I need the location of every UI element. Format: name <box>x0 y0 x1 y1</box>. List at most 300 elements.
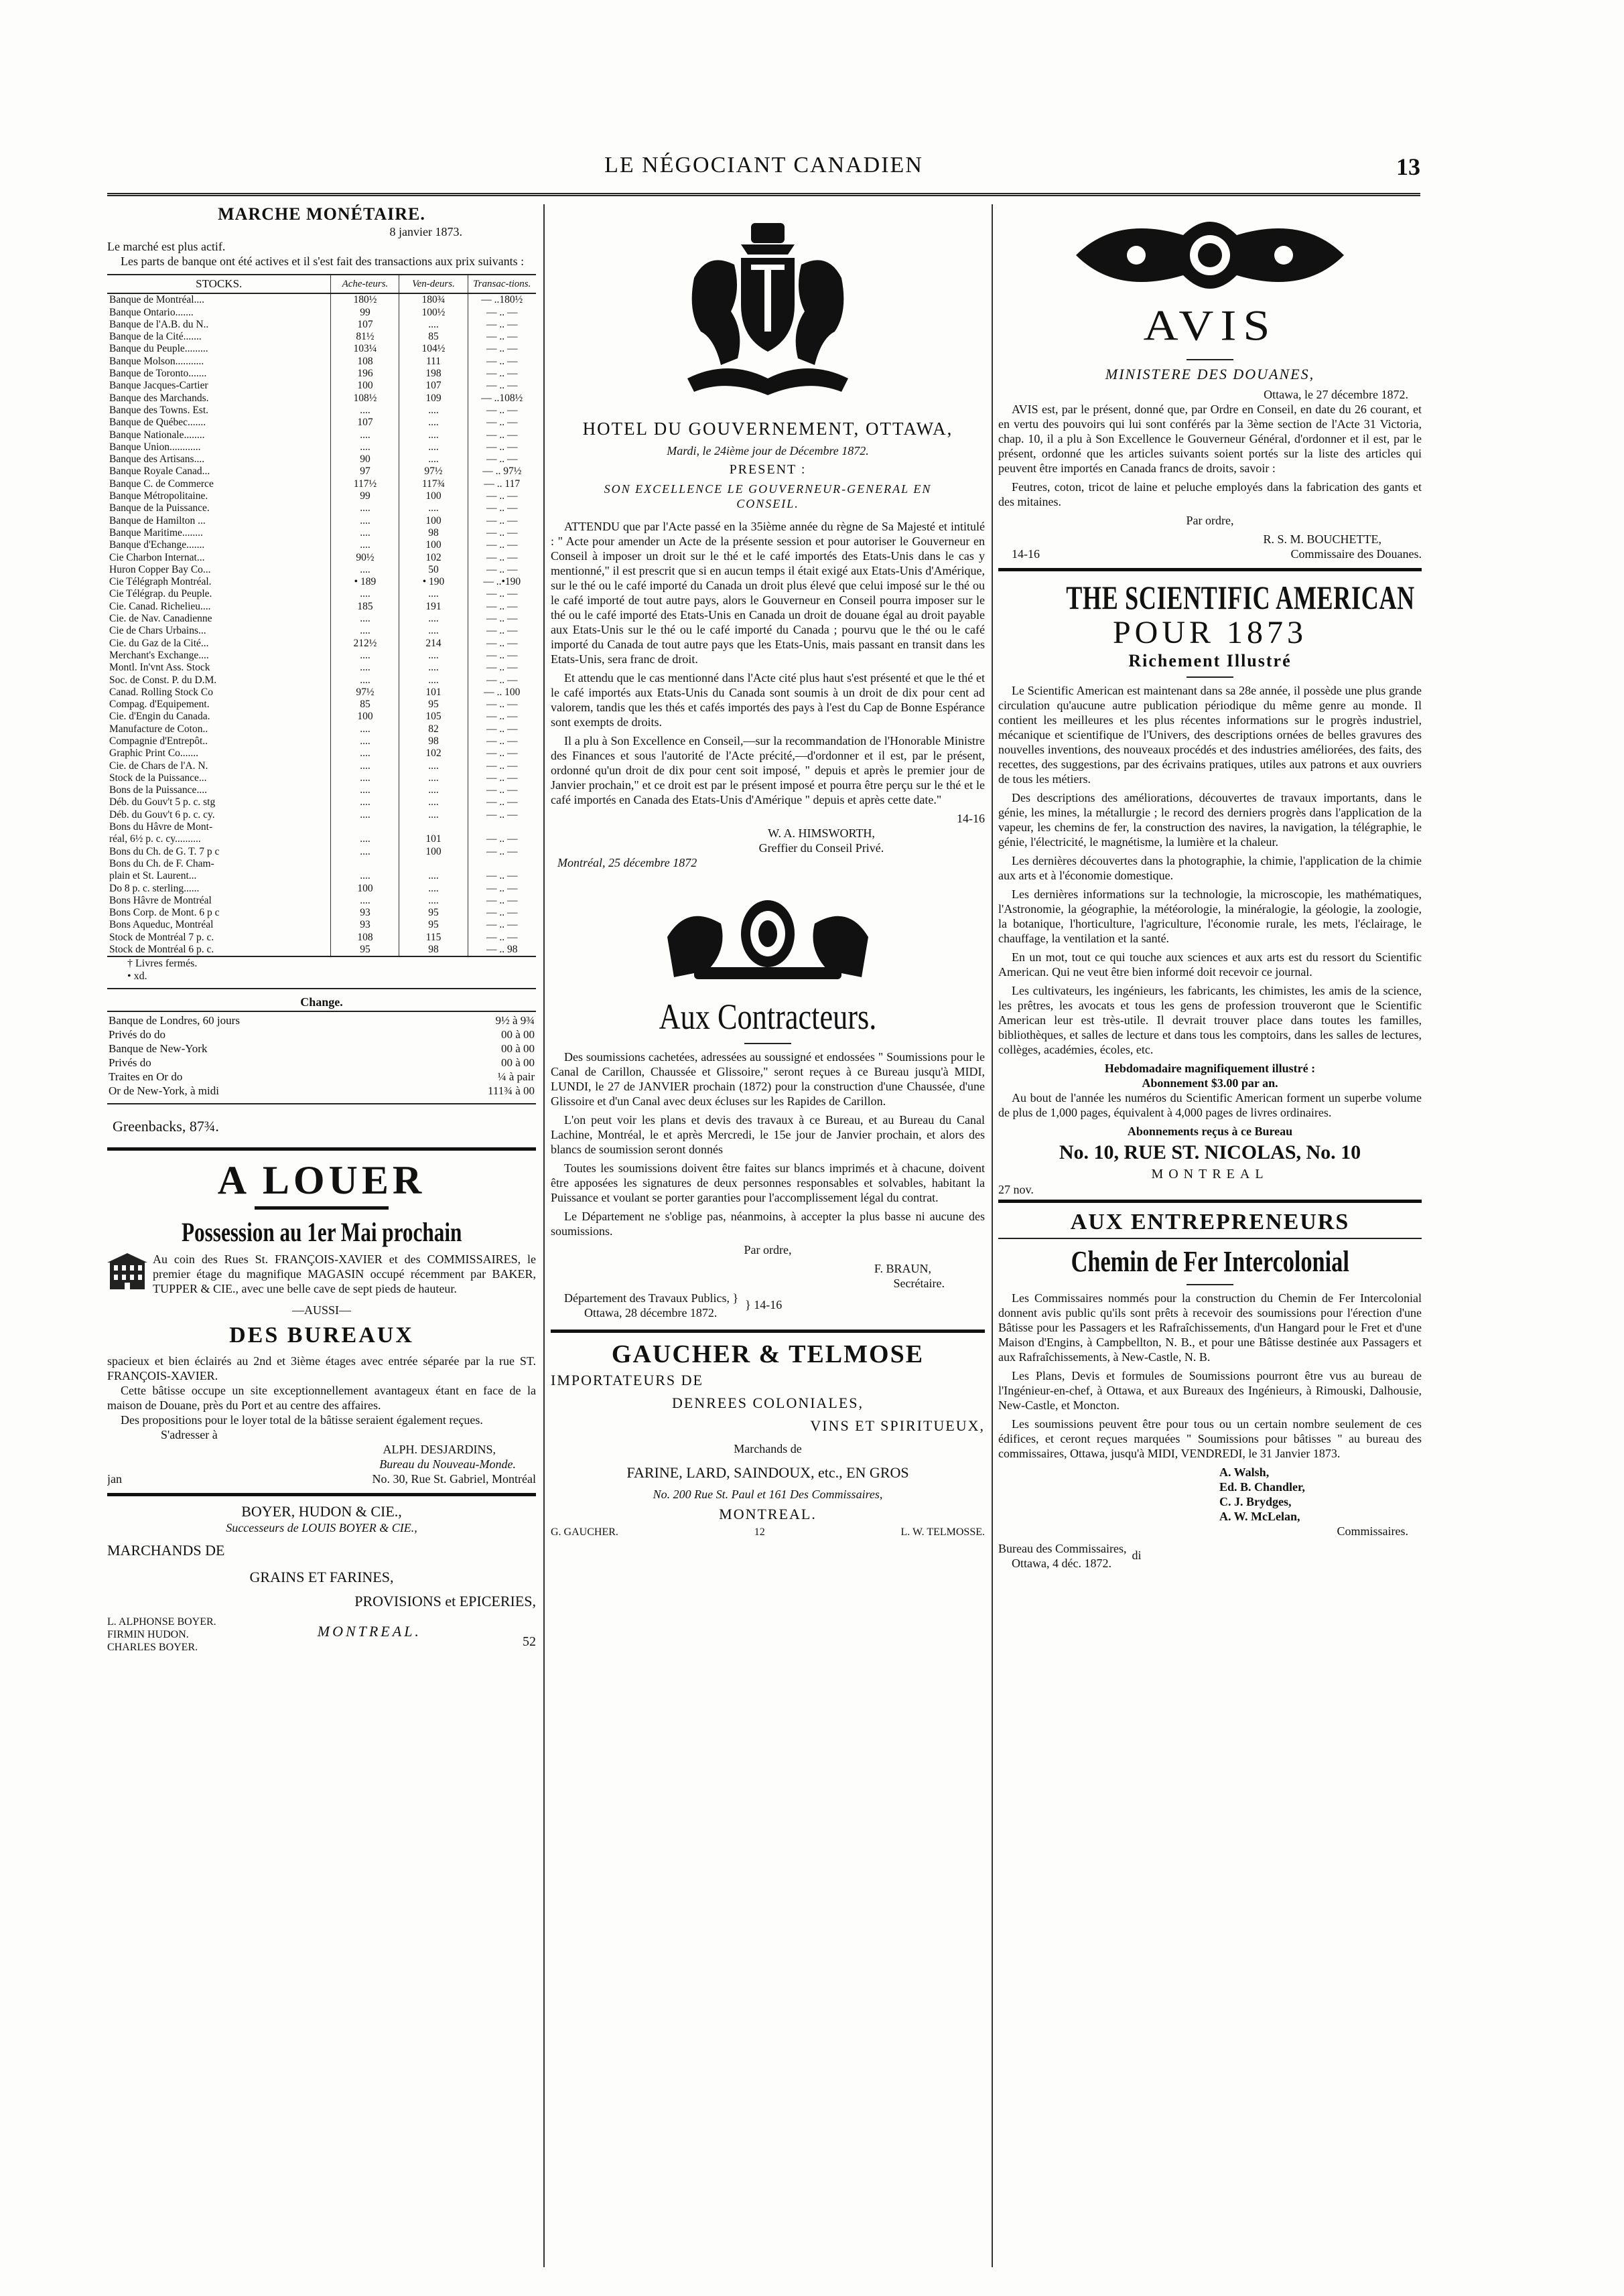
change-row <box>107 1056 536 1070</box>
entrepreneurs-footer <box>998 1541 1422 1571</box>
louer-bureaux: DES BUREAUX <box>229 1323 414 1348</box>
avis-ref: 14-16 <box>1012 547 1040 561</box>
stock-row <box>107 883 536 895</box>
stock-buyers: .... <box>331 747 399 760</box>
column-rule-1 <box>543 204 545 2267</box>
stock-row <box>107 441 536 453</box>
boyer-partner1: L. ALPHONSE BOYER. <box>107 1616 216 1628</box>
stock-name: Banque de Montréal.... <box>109 294 205 306</box>
stock-row <box>107 453 536 465</box>
stock-row <box>107 944 536 956</box>
hotel-p1: ATTENDU que par l'Acte passé en la 35ième année du règne de Sa Majesté et intitulé : " Acte pour amender un Acte de la présente session et pour autoriser le Gouverneur en Conseil à imposer un droit sur le thé et le café importés des Etats-Unis dans le cas y mentionné," il est prescrit que si en aucun temps il était exigé aux Etats-Unis d'Amérique, sur le thé ou le café importé du Canada un droit plus élevé que celui imposé sur le thé ou le café importé de tout autre pays, alors le Gouverneur en Conseil pourra imposer sur le thé ou le café importé des Etats-Unis en Canada un droit de douane égal au droit payable aux Etats-Unis sur le thé ou le café importé du Canada ; pourvu que le thé ou le café importé du Canada de tout autre pays que les Etats-Unis, mais passant en transit dans les Etats-Unis, sera franc de droit. <box>551 520 985 666</box>
stock-name: Banque Royale Canad... <box>109 465 210 478</box>
stock-trans: — .. — <box>468 846 536 858</box>
stock-row <box>107 919 536 931</box>
louer-addr: No. 30, Rue St. Gabriel, Montréal <box>372 1472 536 1486</box>
stock-row <box>107 846 536 858</box>
stock-row <box>107 588 536 600</box>
stock-trans: — .. — <box>468 405 536 417</box>
stock-trans: — .. 98 <box>468 944 536 956</box>
boyer-marchands: MARCHANDS DE <box>107 1542 225 1559</box>
stock-row <box>107 319 536 331</box>
gaucher-num: 12 <box>754 1526 765 1538</box>
stock-name: Banque Union............ <box>109 441 201 453</box>
stock-row <box>107 735 536 747</box>
stocks-header: STOCKS. <box>107 275 331 293</box>
change-row <box>107 1027 536 1042</box>
contracteurs-place: Ottawa, 28 décembre 1872. <box>584 1306 718 1319</box>
gaucher-l5: FARINE, LARD, SAINDOUX, etc., EN GROS <box>626 1464 909 1481</box>
hotel-sig1: W. A. HIMSWORTH, <box>768 827 875 840</box>
stock-buyers: .... <box>331 760 399 772</box>
stock-buyers: .... <box>331 588 399 600</box>
stock-trans: — .. — <box>468 895 536 907</box>
stock-row <box>107 809 536 821</box>
stock-buyers: 117½ <box>331 478 399 490</box>
stock-row <box>107 699 536 711</box>
stock-name: Banque Molson........... <box>109 355 204 367</box>
change-row <box>107 1042 536 1056</box>
stock-row <box>107 625 536 637</box>
boyer-grains: GRAINS ET FARINES, <box>249 1569 394 1586</box>
stock-sellers: 102 <box>399 747 468 760</box>
stock-name: Banque Jacques-Cartier <box>109 380 208 392</box>
stock-row <box>107 343 536 355</box>
stock-row <box>107 417 536 429</box>
stock-name: Merchant's Exchange.... <box>109 649 209 661</box>
stock-name: Stock de la Puissance... <box>109 772 207 784</box>
stock-trans: — .. — <box>468 784 536 796</box>
stock-trans: — .. — <box>468 564 536 576</box>
stock-name: Banque de Québec....... <box>109 417 206 429</box>
page-header <box>107 153 1420 180</box>
louer-aussi: —AUSSI— <box>291 1303 351 1317</box>
contracteurs-sec: Secrétaire. <box>893 1277 945 1290</box>
change-label: Banque de New-York <box>109 1042 208 1056</box>
sa-p7: Au bout de l'année les numéros du Scientific American forment un superbe volume de plus de 1,000 pages, équivalent à 4,000 pages de livres ordinaires. <box>998 1091 1422 1119</box>
stock-trans: — .. — <box>468 833 536 845</box>
stock-trans: — .. — <box>468 356 536 368</box>
stock-trans: — ..108½ <box>468 392 536 405</box>
stock-trans: — .. — <box>468 735 536 747</box>
gaucher-p1: G. GAUCHER. <box>551 1526 618 1538</box>
buyers-header: Ache-teurs. <box>331 275 399 293</box>
stock-sellers: • 190 <box>399 576 468 588</box>
stock-row <box>107 307 536 319</box>
entrepreneurs-p1: Les Commissaires nommés pour la construction du Chemin de Fer Intercolonial donnent avis public qu'ils sont prêts à recevoir des soumissions pour l'érection d'une Bâtisse pour les Passagers et les Rafraîchissements, d'un Hangard pour le Fret et d'une Maison d'Engins, à Campbellton, N. B., et pour une Bâtisse destinée aux Passagers et aux Rafraîchissements, à New-Castle, N. B. <box>998 1291 1422 1364</box>
avis-sig: R. S. M. BOUCHETTE, <box>1263 532 1381 546</box>
louer-title: A LOUER <box>217 1158 426 1203</box>
stock-trans: — .. — <box>468 380 536 392</box>
avis-footer <box>998 547 1422 561</box>
contracteurs-ref: } 14-16 <box>745 1298 783 1311</box>
entrepreneurs-name-2: Ed. B. Chandler, <box>1219 1480 1305 1494</box>
stock-buyers: 93 <box>331 907 399 919</box>
sa-title: THE SCIENTIFIC AMERICAN <box>1066 579 1415 616</box>
stock-buyers: .... <box>331 502 399 514</box>
change-row <box>107 1013 536 1027</box>
entrepreneurs-comm: Commissaires. <box>1337 1524 1408 1538</box>
change-label: Or de New-York, à midi <box>109 1084 219 1098</box>
stock-row <box>107 638 536 650</box>
stock-row <box>107 895 536 907</box>
stock-name: Canad. Rolling Stock Co <box>109 686 213 698</box>
stock-trans: — .. — <box>468 907 536 919</box>
stock-name: Bons du Hâvre de Mont- <box>109 821 213 833</box>
stock-sellers: .... <box>399 417 468 429</box>
stock-sellers: 191 <box>399 601 468 613</box>
stock-trans: — .. — <box>468 307 536 319</box>
stock-buyers: .... <box>331 833 399 845</box>
stock-name: Montl. In'vnt Ass. Stock <box>109 662 210 674</box>
louer-name: ALPH. DESJARDINS, <box>383 1443 496 1457</box>
stock-sellers: 95 <box>399 699 468 711</box>
hotel-place: Montréal, 25 décembre 1872 <box>557 856 697 869</box>
stock-buyers: 185 <box>331 601 399 613</box>
stock-sellers: 97½ <box>399 465 468 478</box>
stock-buyers: 103¼ <box>331 343 399 355</box>
stock-sellers: 85 <box>399 331 468 343</box>
royal-arms-icon <box>667 218 868 419</box>
stock-name: Banque des Artisans.... <box>109 453 205 465</box>
hotel-sig2: Greffier du Conseil Privé. <box>758 841 884 855</box>
stock-row <box>107 858 536 870</box>
stock-trans: — .. 97½ <box>468 465 536 478</box>
stock-name: Graphic Print Co....... <box>109 747 199 760</box>
stock-name: Banque de Toronto....... <box>109 368 207 380</box>
avis-title: AVIS <box>1143 301 1277 350</box>
stock-trans: — .. — <box>468 613 536 625</box>
stock-name: Soc. de Const. P. du D.M. <box>109 674 217 686</box>
stock-sellers: 102 <box>399 552 468 564</box>
stock-sellers <box>399 858 468 870</box>
stock-row <box>107 356 536 368</box>
marche-lead1: Le marché est plus actif. <box>107 240 226 253</box>
sa-recus: Abonnements reçus à ce Bureau <box>1127 1125 1293 1138</box>
avis-p1: AVIS est, par le présent, donné que, par Ordre en Conseil, en date du 26 courant, et en vertu des pouvoirs qui lui sont conférés par la 3ème section de l'Acte 31 Victoria, chap. 10, il a plu à Son Excellence le Gouverneur Général, d'ordonner et il est, par le présent, ordonné que les articles suivants soient portés sur la liste des articles qui peuvent être importés en Canada francs de droits, savoir : <box>998 403 1422 475</box>
hotel-ref: 14-16 <box>957 812 985 825</box>
stock-name: Banque de la Cité....... <box>109 331 202 343</box>
stock-name: Cie. de Chars de l'A. N. <box>109 760 208 772</box>
stock-sellers: 111 <box>399 356 468 368</box>
stock-sellers: 115 <box>399 932 468 944</box>
stock-name: Banque de la Puissance. <box>109 502 210 514</box>
stock-buyers: 99 <box>331 490 399 502</box>
stock-trans: — .. — <box>468 453 536 465</box>
stock-name: Banque Ontario....... <box>109 306 194 318</box>
stock-sellers: 95 <box>399 907 468 919</box>
change-rate: 111¾ à 00 <box>487 1084 535 1098</box>
louer-text4: Des propositions pour le loyer total de la bâtisse seraient également reçues. <box>121 1413 483 1427</box>
gaucher-p2: L. W. TELMOSSE. <box>900 1526 985 1538</box>
stock-trans: — .. — <box>468 625 536 637</box>
stock-sellers: .... <box>399 784 468 796</box>
entrepreneurs-bureau: Bureau des Commissaires, <box>998 1542 1127 1555</box>
sa-illustre: Richement Illustré <box>1128 651 1292 670</box>
stock-row <box>107 576 536 588</box>
stock-name: Cie. Canad. Richelieu.... <box>109 600 211 612</box>
stock-sellers: .... <box>399 662 468 674</box>
entrepreneurs-title: AUX ENTREPRENEURS <box>1070 1210 1350 1234</box>
stock-row <box>107 293 536 306</box>
change-rate: 00 à 00 <box>500 1056 535 1070</box>
sa-p5: En un mot, tout ce qui touche aux sciences et aux arts est du ressort du Scientific American. Qui ne veut être bien informé doit recevoir ce journal. <box>998 950 1422 979</box>
stock-trans: — .. — <box>468 662 536 674</box>
trans-header: Transac-tions. <box>468 275 536 293</box>
page-number: 13 <box>1396 153 1420 180</box>
contracteurs-title: Aux Contracteurs. <box>659 997 877 1037</box>
stock-row <box>107 711 536 723</box>
stock-trans: — .. — <box>468 809 536 821</box>
stock-buyers: 85 <box>331 699 399 711</box>
louer-subtitle: Possession au 1er Mai prochain <box>181 1217 462 1248</box>
stock-trans: — .. 100 <box>468 687 536 699</box>
louer-addr-line <box>107 1472 536 1486</box>
stock-buyers: .... <box>331 625 399 637</box>
stock-buyers: 93 <box>331 919 399 931</box>
stock-row <box>107 907 536 919</box>
stock-row <box>107 392 536 405</box>
entrepreneurs-subtitle: Chemin de Fer Intercolonial <box>1071 1245 1349 1278</box>
gaucher-partners <box>551 1526 985 1538</box>
stock-row <box>107 490 536 502</box>
boyer-partner2: FIRMIN HUDON. <box>107 1629 189 1641</box>
stock-sellers: 82 <box>399 723 468 735</box>
sa-hebdo: Hebdomadaire magnifiquement illustré : <box>1104 1062 1316 1075</box>
stock-row <box>107 674 536 687</box>
stock-row <box>107 650 536 662</box>
hotel-present: PRESENT : <box>729 462 807 477</box>
sa-p4: Les dernières informations sur la technologie, la microscopie, les mathématiques, l'Astronomie, la géographie, la météorologie, la minéralogie, la géologie, la zoologie, la botanique, l'horticulture, l'agriculture, l'économie rurale, les mets, l'éclairage, le chauffage, la ventilation et la santé. <box>998 887 1422 945</box>
stock-trans: — .. — <box>468 723 536 735</box>
stock-name: Cie Télégraph Montréal. <box>109 576 212 588</box>
stock-row <box>107 368 536 380</box>
stock-trans: — .. — <box>468 601 536 613</box>
page-title: LE NÉGOCIANT CANADIEN <box>604 153 923 177</box>
stock-row <box>107 539 536 551</box>
hotel-date: Mardi, le 24ième jour de Décembre 1872. <box>667 444 869 457</box>
avis-date: Ottawa, le 27 décembre 1872. <box>1264 388 1408 401</box>
louer-text3: Cette bâtisse occupe un site exceptionnellement avantageux étant en face de la maison de Douane, près du Port et au centre des affaires. <box>107 1384 536 1413</box>
stock-sellers: 100 <box>399 490 468 502</box>
stock-sellers: 214 <box>399 638 468 650</box>
stock-trans: — ..•190 <box>468 576 536 588</box>
stock-trans: — .. 117 <box>468 478 536 490</box>
column-rule-2 <box>992 204 993 2267</box>
stocks-body <box>107 293 536 956</box>
arms-icon <box>654 897 882 984</box>
stock-name: Banque Nationale........ <box>109 429 205 441</box>
ornament-icon <box>1063 215 1357 295</box>
stock-buyers: 97 <box>331 465 399 478</box>
sa-p2: Des descriptions des améliorations, découvertes de travaux importants, dans le génie, les mines, la métallurgie ; le record des derniers progrès dans l'application de la vapeur, les chemins de fer, la construction des navires, la navigation, la télégraphie, le génie, l'électricité, le magnétisme, la lumière et la chaleur. <box>998 791 1422 849</box>
boyer-succ: Successeurs de LOUIS BOYER & CIE., <box>226 1521 417 1535</box>
sellers-header: Ven-deurs. <box>399 275 468 293</box>
stock-buyers: .... <box>331 870 399 882</box>
boyer-num: 52 <box>523 1634 536 1650</box>
column-3 <box>998 204 1422 1571</box>
column-2 <box>551 204 985 1538</box>
avis-p2: Feutres, coton, tricot de laine et peluche employés dans la fabrication des gants et des mitaines. <box>998 480 1422 508</box>
gaucher-l4: Marchands de <box>734 1442 802 1455</box>
stock-buyers: 100 <box>331 380 399 392</box>
sa-p1: Le Scientific American est maintenant dans sa 28e année, il possède une plus grande circulation qu'aucune autre publication périodique du même genre au monde. Il contient les meilleures et les plus récentes informations sur le progrès industriel, mécanique et scientifique de l'Univers, des descriptions ornées de belles gravures des nouvelles inventions, des nouveaux procédés et des industries améliorées, des faits, des recettes, des suggestions, par des écrivains pratiques, utiles aux patrons et aux ouvriers de tous les métiers. <box>998 684 1422 786</box>
change-label: Privés do do <box>109 1028 165 1042</box>
stock-row <box>107 760 536 772</box>
stock-name: réal, 6½ p. c. cy.......... <box>109 833 201 845</box>
stock-buyers: .... <box>331 735 399 747</box>
stock-buyers: 100 <box>331 883 399 895</box>
stock-sellers: .... <box>399 883 468 895</box>
stock-row <box>107 601 536 613</box>
entrepreneurs-p3: Les soumissions peuvent être pour tous ou un certain nombre seulement de ces édifices, et ceront reçues marquées " Soumissions pour bâtisses " au bureau des commissaires, Ottawa, jusqu'à MIDI, VENDREDI, le 31 Janvier 1873. <box>998 1417 1422 1460</box>
stock-row <box>107 331 536 343</box>
stock-row <box>107 564 536 576</box>
stock-sellers: .... <box>399 625 468 637</box>
stock-name: Bons de la Puissance.... <box>109 784 207 796</box>
stock-name: plain et St. Laurent... <box>109 870 197 882</box>
stock-name: Banque du Peuple......... <box>109 343 208 355</box>
stock-trans: — .. — <box>468 760 536 772</box>
change-label: Banque de Londres, 60 jours <box>109 1014 240 1027</box>
stock-name: Banque des Marchands. <box>109 392 209 404</box>
stock-trans: — .. — <box>468 490 536 502</box>
stock-trans: — .. — <box>468 711 536 723</box>
boyer-prov: PROVISIONS et EPICERIES, <box>354 1593 536 1610</box>
stock-row <box>107 870 536 882</box>
stock-buyers: 100 <box>331 711 399 723</box>
change-row <box>107 1084 536 1098</box>
change-title: Change. <box>300 995 343 1009</box>
stock-sellers: .... <box>399 870 468 882</box>
stock-buyers: .... <box>331 723 399 735</box>
stock-buyers: .... <box>331 429 399 441</box>
stock-row <box>107 723 536 735</box>
sa-pour: POUR 1873 <box>1112 615 1308 650</box>
stock-buyers: 107 <box>331 319 399 331</box>
boyer-city: MONTREAL. <box>317 1623 421 1640</box>
stock-sellers: .... <box>399 809 468 821</box>
stock-row <box>107 833 536 845</box>
stock-sellers: .... <box>399 796 468 808</box>
stock-sellers: .... <box>399 441 468 453</box>
sa-p6: Les cultivateurs, les ingénieurs, les fabricants, les chimistes, les amis de la science, les prêtres, les avocats et tous les gens de profession trouveront que le Scientific American leur est très-utile. Il devrait trouver place dans toutes les familles, bibliothèques, et salles de lecture et dans tous les comptoirs, dans les salles de lectures, collèges, académies, écoles, etc. <box>998 984 1422 1056</box>
stock-trans: — .. — <box>468 331 536 343</box>
stock-buyers: .... <box>331 895 399 907</box>
stock-trans: — .. — <box>468 747 536 760</box>
stock-buyers: 81½ <box>331 331 399 343</box>
stock-buyers: .... <box>331 796 399 808</box>
change-label: Traites en Or do <box>109 1070 183 1084</box>
stock-trans: — .. — <box>468 772 536 784</box>
sa-date: 27 nov. <box>998 1183 1034 1196</box>
stock-sellers: .... <box>399 772 468 784</box>
stock-name: Banque Métropolitaine. <box>109 490 208 502</box>
stock-trans: — .. — <box>468 343 536 355</box>
louer-adresse: S'adresser à <box>161 1428 218 1442</box>
gaucher-l3: VINS ET SPIRITUEUX, <box>810 1417 985 1434</box>
sa-p3: Les dernières découvertes dans la photographie, la chimie, l'application de la chimie aux arts et à l'économie domestique. <box>998 854 1422 882</box>
stock-buyers: .... <box>331 613 399 625</box>
stock-trans: — ..180½ <box>468 293 536 306</box>
stock-name: Banque d'Echange....... <box>109 539 205 551</box>
contracteurs-ordre: Par ordre, <box>744 1243 792 1257</box>
stock-buyers: .... <box>331 846 399 858</box>
stock-name: Huron Copper Bay Co... <box>109 563 211 575</box>
stock-buyers: 108½ <box>331 392 399 405</box>
gaucher-l2: DENREES COLONIALES, <box>671 1394 864 1411</box>
stock-row <box>107 784 536 796</box>
stock-name: Banque de l'A.B. du N.. <box>109 318 209 330</box>
marche-title: MARCHE MONÉTAIRE. <box>218 204 425 224</box>
louer-text1-block <box>107 1252 536 1296</box>
stock-row <box>107 478 536 490</box>
stock-trans: — .. — <box>468 527 536 539</box>
gaucher-title: GAUCHER & TELMOSE <box>611 1340 925 1368</box>
stock-sellers: 95 <box>399 919 468 931</box>
stock-name: Cie. d'Engin du Canada. <box>109 711 210 723</box>
stock-name: Cie de Chars Urbains... <box>109 625 206 637</box>
sa-abonnement: Abonnement $3.00 par an. <box>1142 1076 1278 1090</box>
stock-name: Compagnie d'Entrepôt.. <box>109 735 208 747</box>
stock-row <box>107 552 536 564</box>
stock-buyers: .... <box>331 784 399 796</box>
stock-row <box>107 465 536 478</box>
stock-row <box>107 821 536 833</box>
stock-trans: — .. — <box>468 429 536 441</box>
stock-name: Cie. de Nav. Canadienne <box>109 613 212 625</box>
stock-buyers: .... <box>331 441 399 453</box>
stock-sellers: 101 <box>399 687 468 699</box>
stock-buyers <box>331 821 399 833</box>
entrepreneurs-place: Ottawa, 4 déc. 1872. <box>1012 1557 1111 1570</box>
contracteurs-footer <box>551 1291 985 1320</box>
stock-trans: — .. — <box>468 796 536 808</box>
stock-name: Cie Charbon Internat... <box>109 551 205 563</box>
stock-sellers: 98 <box>399 735 468 747</box>
entrepreneurs-name-1: A. Walsh, <box>1219 1465 1270 1479</box>
stock-sellers: 105 <box>399 711 468 723</box>
stock-trans: — .. — <box>468 552 536 564</box>
stock-buyers: .... <box>331 564 399 576</box>
stock-trans: — .. — <box>468 417 536 429</box>
stock-trans <box>468 858 536 870</box>
greenbacks: Greenbacks, 87¾. <box>113 1118 219 1135</box>
stock-sellers: .... <box>399 502 468 514</box>
stock-buyers: 99 <box>331 307 399 319</box>
hotel-excellence: SON EXCELLENCE LE GOUVERNEUR-GENERAL EN CONSEIL. <box>604 482 932 510</box>
change-rate: 9½ à 9¾ <box>495 1014 535 1027</box>
change-rate: 00 à 00 <box>500 1028 535 1042</box>
stock-sellers: .... <box>399 895 468 907</box>
stock-buyers: 90½ <box>331 552 399 564</box>
stock-buyers: 180½ <box>331 293 399 306</box>
stock-buyers: 108 <box>331 356 399 368</box>
stock-name: Cie Télégrap. du Peuple. <box>109 588 212 600</box>
stock-sellers: 50 <box>399 564 468 576</box>
gaucher-l6: No. 200 Rue St. Paul et 161 Des Commissaires, <box>653 1488 883 1501</box>
stock-row <box>107 662 536 674</box>
stock-sellers: 100 <box>399 515 468 527</box>
gaucher-l1: IMPORTATEURS DE <box>551 1372 703 1388</box>
louer-text1: Au coin des Rues St. FRANÇOIS-XAVIER et des COMMISSAIRES, le premier étage du magnifique MAGASIN occupé récemment par BAKER, TUPPER & CIE., avec une belle cave de sept pieds de hauteur. <box>153 1252 536 1296</box>
stock-row <box>107 613 536 625</box>
stock-row <box>107 687 536 699</box>
stock-buyers: 95 <box>331 944 399 956</box>
change-label: Privés do <box>109 1056 151 1070</box>
stock-name: Compag. d'Equipement. <box>109 699 210 711</box>
stock-buyers: .... <box>331 662 399 674</box>
